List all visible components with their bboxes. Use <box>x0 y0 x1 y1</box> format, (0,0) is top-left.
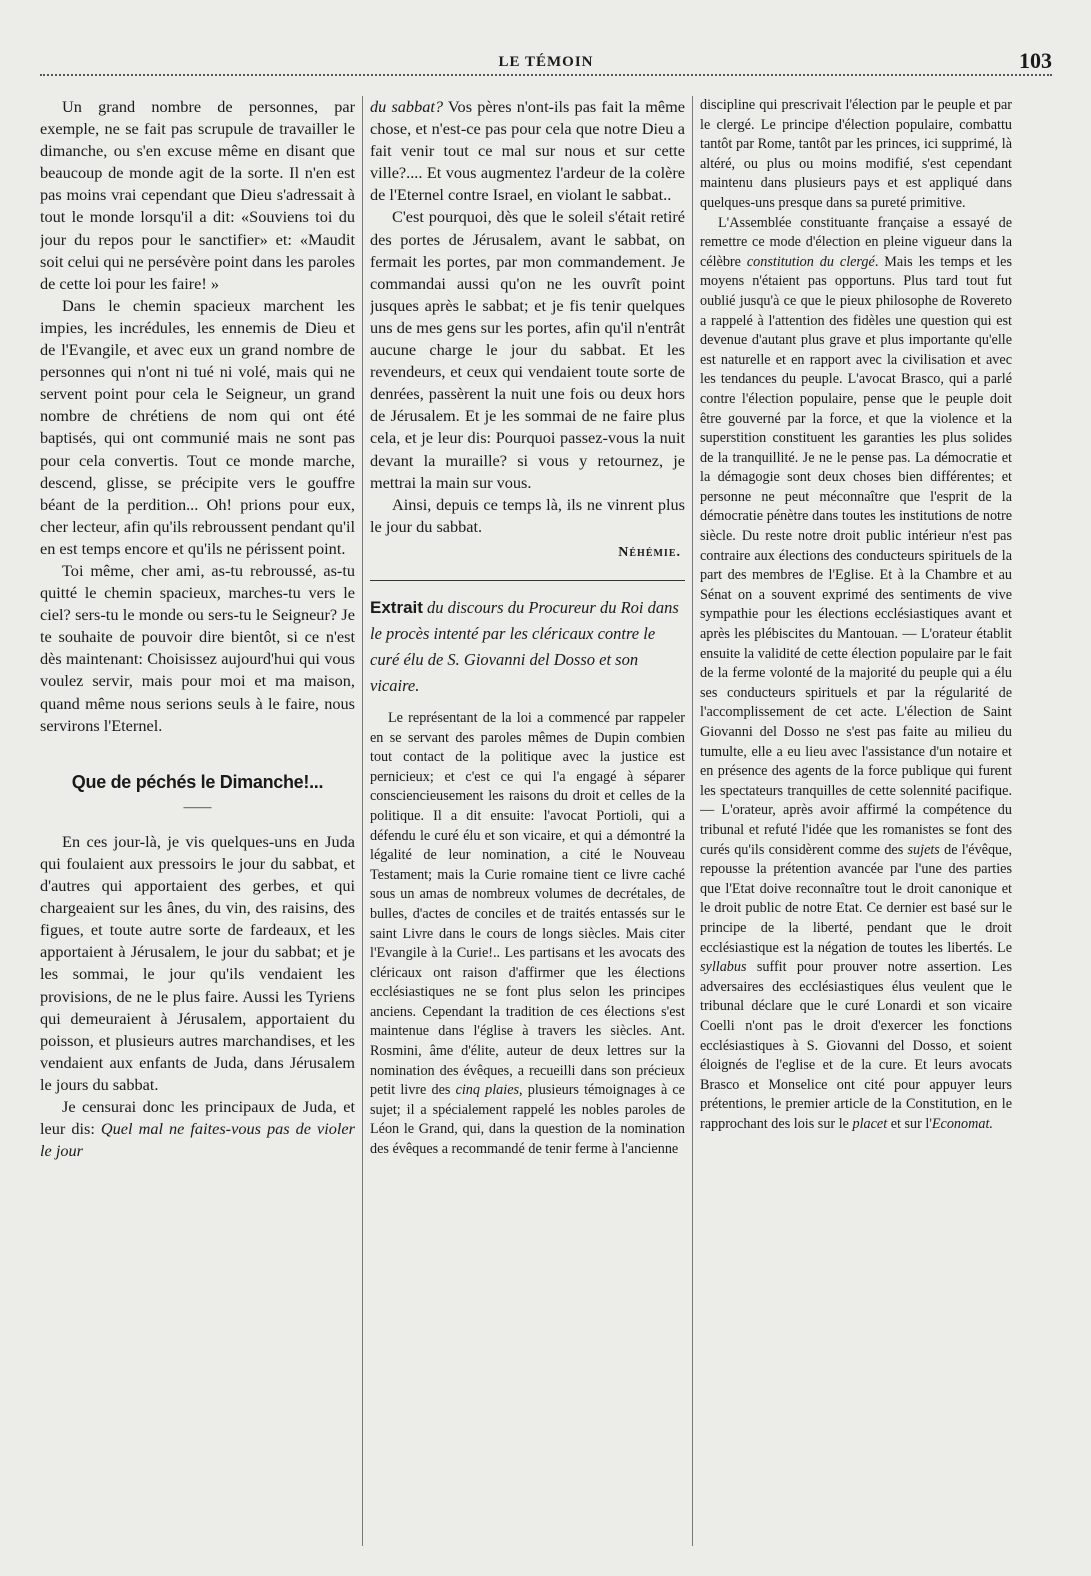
italic-run: placet <box>852 1115 888 1132</box>
italic-run: constitution du clergé <box>746 253 875 270</box>
text-run: Le représentant de la loi a commencé par rappeler en se servant des paroles mêmes de Dupin combien tout contact de la politique avec la justice est pernicieux; et c'est ce qui l'a engagé à séparer consciencieusement les raisons du droit et celles de la politique. Il a dit ensuite: l'avocat Portioli, qui a défendu le curé élu et son vicaire, et qui a démontré la légalité de leur nomination, a cité le Nouveau Testament; mais la Curie romaine tient ce livre caché sous un amas de nombreux volumes de decrétales, de bulles, d'actes de conciles et de traités entassés sur le saint Livre dans le cours de longs siècles. Mais citer l'Evangile à la Curie!.. Les partisans et les avocats des cléricaux ont raison d'affirmer que les élections ecclésiastiques ne se font plus selon les principes anciens. Cependant la tradition de ces élections s'est maintenue dans l'église à travers les siècles. Ant. Rosmini, âme d'élite, auteur de deux lettres sur la nomination des évêques, a recueilli dans son précieux petit livre des <box>370 709 685 1099</box>
text-run: suffit pour prouver notre assertion. Les adversaires des ecclésiastiques élus veulent que le tribunal déclare que le curé Lonardi et son vicaire Coelli n'ont pas le droit d'exercer les fonctions ecclésiastiques à S. Giovanni del Dosso, et soient éloignés de l'eglise et de la cure. Et leurs avocats Brasco et Monselice ont cité pour appuyer leurs prétentions, le premier article de la Constitution, en le rapprochant des lois sur le <box>700 959 1012 1132</box>
paragraph <box>700 214 1012 1135</box>
text-run: et sur l' <box>887 1115 932 1132</box>
paragraph: discipline qui prescrivait l'élection par le peuple et par le clergé. Le principe d'élection populaire, combattu tantôt par Rome, tantôt par les princes, ici supprimé, là altéré, ou plus ou moins modifié, s'est cependant maintenu dans plusieurs pays et est appliqué dans quelques-uns presque dans sa pureté primitive. <box>700 97 1012 211</box>
signature: Néhémie. <box>618 544 681 560</box>
paragraph: Dans le chemin spacieux marchent les impies, les incrédules, les ennemis de Dieu et de l'Evangile, et avec eux un grand nombre de personnes qui n'ont ni tué ni volé, mais qui ne servent point pour cela le Seigneur, un grand nombre de chrétiens de nom qui ont été baptisés, qui ont communié mais ne sont pas pour cela convertis. Tout ce monde marche, descend, glisse, se précipite vers le gouffre béant de la perdition... Oh! prions pour eux, cher lecteur, afin qu'ils rebroussent pendant qu'il en est temps encore et qu'ils ne périssent point. <box>40 295 355 558</box>
section-title: Que de péchés le Dimanche!... <box>71 771 324 792</box>
paragraph: C'est pourquoi, dès que le soleil s'était retiré des portes de Jérusalem, avant le sabbat, on fermait les portes, par mon commandement. Je commandai aussi qu'on ne les ouvrît point jusques après le sabbat; et je fis tenir quelques uns de mes gens sur les portes, afin qu'il n'entrât aucune charge le jour du sabbat. Et les revendeurs, et ceux qui vendaient toute sorte de denrées, passèrent la nuit une fois ou deux hors de Jérusalem. Et je les sommai de ne faire plus cela, et je leur dis: Pourquoi passez-vous la nuit devant la muraille? si vous y retournez, je mettrai la main sur vous. <box>370 207 685 492</box>
column-1 <box>40 96 355 1546</box>
italic-run: Quel mal ne faites-vous pas de violer le jour <box>40 1119 355 1161</box>
paragraph <box>370 96 685 206</box>
text-run: Vos pères n'ont-ils pas fait la même chose, et n'est-ce pas pour cela que notre Dieu a fait venir tout ce mal sur nous et sur cette ville?.... Et vous augmentez l'ardeur de la colère de l'Eternel contre Israel, en violant le sabbat.. <box>370 97 685 205</box>
column-3 <box>700 96 1012 1546</box>
italic-run: Economat. <box>931 1115 993 1132</box>
italic-run: cinq plaies <box>455 1082 520 1099</box>
article-title-lead: Extrait <box>370 597 423 617</box>
italic-run: sujets <box>907 841 940 858</box>
italic-run: du sabbat? <box>370 97 444 116</box>
text-run: . Mais les temps et les moyens n'étaient pas opportuns. Plus tard tout fut oublié jusqu'à ce que le pieux philosophe de Rovereto a rappelé à l'attention des fidèles une question qui est devenue d'autant plus grave et plus importante qu'elle est naturelle et en rapport avec la civilisation et avec les tendances du peuple. L'avocat Brasco, qui a parlé contre l'élection populaire, pense que le peuple doit être gouverné par la force, et que la violence et la superstition constituent les garanties les plus solides de la tranquillité. Je ne le pense pas. La démocratie et la démagogie sont deux choses bien différentes; et personne ne peut méconnaître que l'esprit de la démocratie pénètre dans toutes les institutions de notre siècle. Du reste notre droit public intérieur n'est pas contraire aux élections des conducteurs spirituels de la part des membres de l'Eglise. Et à la Chambre et au Sénat on a souvent exprimé des sentiments de vive sympathie pour les élections ecclésiastiques avant et après les plébiscites du Mantouan. — L'orateur établit ensuite la validité de cette élection populaire par le fait de la ferme volonté de la majorité du peuple qui a élu ses conducteurs spirituels et par la régularité de l'accomplissement de cet acte. L'élection de Saint Giovanni del Dosso ne s'est pas faite au milieu du tumulte, elle a eu lieu avec l'assistance d'un notaire et en présence des agents de la force publique qui furent les spectateurs tranquilles de cette solennité pacifique. — L'orateur, après avoir affirmé la compétence du tribunal et refuté l'idée que les romanistes se font des curés qu'ils considèrent comme des <box>700 253 1012 858</box>
paragraph <box>370 709 685 1160</box>
paragraph: En ces jour-là, je vis quelques-uns en Juda qui foulaient aux pressoirs le jour du sabbat, et d'autres qui apportaient des gerbes, et qui chargeaient sur les ânes, du vin, des raisins, des figues, et toute autre sorte de fardeaux, et les apportaient à Jérusalem, le jour du sabbat; et je les sommai, le jour qu'ils vendaient les provisions, de ne le plus faire. Aussi les Tyriens qui demeuraient à Jérusalem, apportaient du poisson, et plusieurs autres marchandises, et les vendaient aux enfants de Juda, dans Jérusalem le jours du sabbat. <box>40 831 355 1094</box>
paragraph: Toi même, cher ami, as-tu rebroussé, as-tu quitté le chemin spacieux, marches-tu vers le ciel? sers-tu le monde ou sers-tu le Seigneur? Je te souhaite de pouvoir dire bientôt, si ce n'est dès maintenant: Choisissez aujourd'hui qui vous voulez servir, mais pour moi et ma maison, quand même nous serions seuls à le faire, nous servirons l'Eternel. <box>40 560 355 735</box>
text-run: Je censurai donc les principaux de Juda, et leur dis: <box>40 1097 355 1139</box>
article-divider <box>370 580 685 581</box>
column-divider <box>362 96 363 1546</box>
text-run: de l'évêque, repousse la prétention avancée par l'une des parties que l'Etat doive reconnaître tout le droit canonique et le droit public de notre Etat. Ce dernier est basé sur le principe de la liberté, pendant que le droit ecclésiastique est la négation de toutes les libertés. Le <box>700 841 1012 956</box>
running-head: LE TÉMOIN <box>498 54 594 70</box>
text-run: , plusieurs témoignages à ce sujet; il a spécialement rappelé les nobles paroles de Léon le Grand, qui, dans la question de la nomination des évêques a recommandé de tenir ferme à l'ancienne <box>370 1082 685 1158</box>
article-body <box>370 709 685 1160</box>
paragraph: Un grand nombre de personnes, par exemple, ne se fait pas scrupule de travailler le dimanche, ou s'en excuse même en disant que beaucoup de monde agit de la sorte. Il n'en est pas moins vrai cependant que Dieu s'adressait à tout le monde lorsqu'il a dit: «Souviens toi du jour du repos pour le sanctifier» et: «Maudit soit celui qui ne persévère point dans les paroles de cette loi pour les faire! » <box>40 97 355 293</box>
page-number: 103 <box>1019 48 1052 73</box>
column-2 <box>370 96 685 1546</box>
article-title-text: du discours du Procureur du Roi dans le procès intenté par les cléricaux contre le curé élu de S. Giovanni del Dosso et son vicaire. <box>370 597 679 695</box>
column-divider <box>692 96 693 1546</box>
paragraph: Ainsi, depuis ce temps là, ils ne vinrent plus le jour du sabbat. <box>370 494 685 536</box>
text-run: L'Assemblée constituante française a essayé de remettre ce mode d'élection en pleine vigueur dans la célèbre <box>700 214 1012 270</box>
header-rule <box>40 74 1052 76</box>
article-title <box>370 595 685 699</box>
italic-run: syllabus <box>700 959 747 976</box>
title-dash: —— <box>183 799 212 815</box>
paragraph <box>40 1096 355 1162</box>
